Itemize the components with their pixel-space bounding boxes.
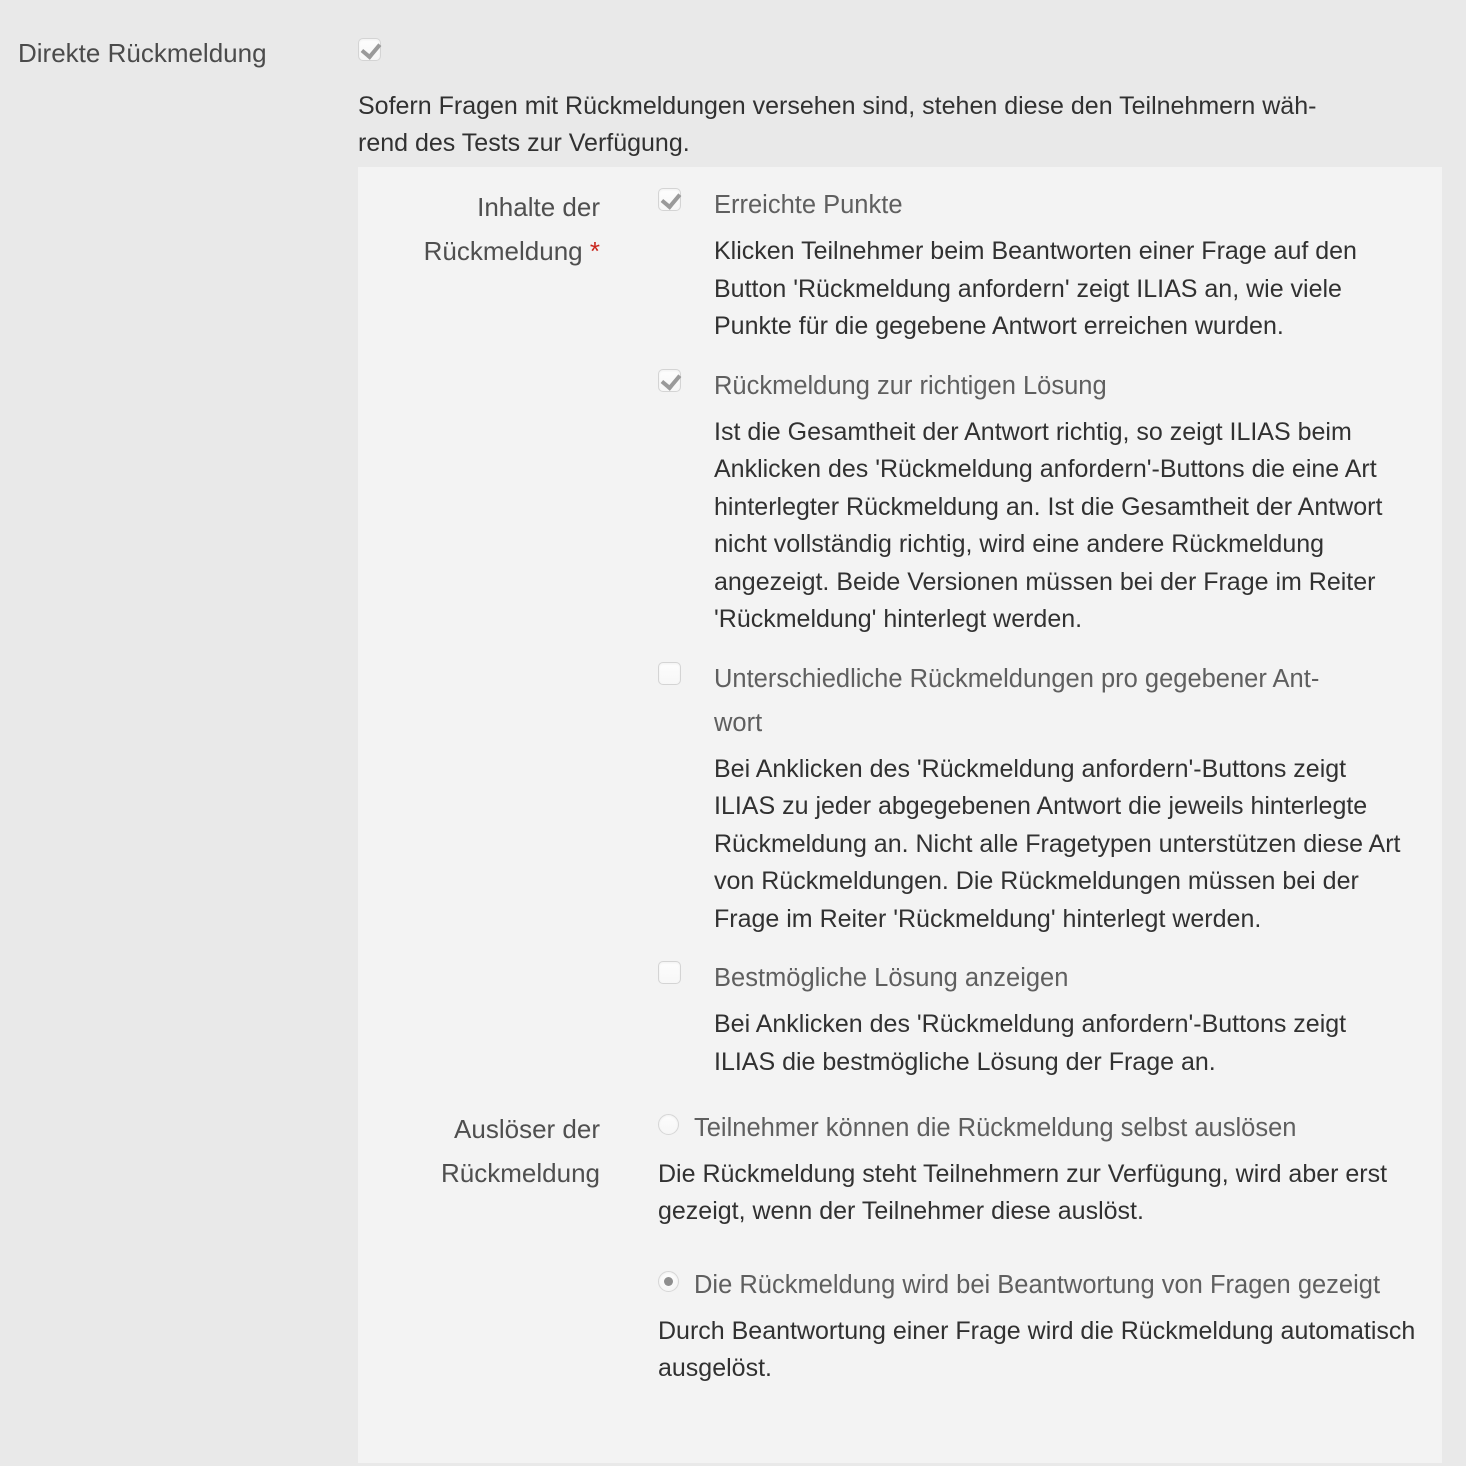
radio-description: Durch Beantwortung einer Frage wird die Rückmeldung automatisch ausgelöst. xyxy=(658,1317,1416,1382)
row-label-direct-feedback: Direkte Rückmeldung xyxy=(18,38,267,68)
option-body xyxy=(714,657,1414,939)
richtige-loesung-checkbox[interactable] xyxy=(658,369,681,392)
sub-row-feedback-trigger xyxy=(358,1099,1442,1419)
radio-option-bei-beantwortung xyxy=(658,1262,1418,1387)
option-description: Bei Anklicken des 'Rückmeldung anfordern'-Buttons zeigt ILIAS die bestmögliche Lösung der Frage an. xyxy=(714,1010,1347,1076)
option-body xyxy=(714,183,1414,346)
bestmoegliche-loesung-checkbox[interactable] xyxy=(658,961,681,984)
option-description: Bei Anklicken des 'Rückmeldung anfordern'-Buttons zeigt ILIAS zu jeder abgegebenen Antwort die jeweils hinterlegte Rückmeldung an. Nicht alle Fragetypen unterstützen diese Art von Rückmeldungen. Die Rückmeldungen müssen bei der Frage im Reiter 'Rückmeldung' hinterlegt werden. xyxy=(714,754,1401,933)
option-unterschiedliche-rueckmeldungen xyxy=(658,657,1414,939)
option-body xyxy=(714,956,1414,1081)
sub-row-label-contents xyxy=(374,177,600,273)
required-marker: * xyxy=(589,236,600,266)
subform-panel xyxy=(358,167,1442,1463)
radio-title: Teilnehmer können die Rückmeldung selbst auslösen xyxy=(694,1114,1297,1142)
direct-feedback-byline: Sofern Fragen mit Rückmeldungen versehen sind, stehen diese den Teilnehmern während des Tests zur Verfügung. xyxy=(358,92,1317,157)
erreichte-punkte-checkbox[interactable] xyxy=(658,188,681,211)
option-rueckmeldung-richtige-loesung xyxy=(658,364,1414,639)
option-erreichte-punkte xyxy=(658,183,1414,346)
row-controls xyxy=(358,0,1466,1463)
option-description: Klicken Teilnehmer beim Beantworten einer Frage auf den Button 'Rückmeldung anfordern' zeigt ILIAS an, wie viele Punkte für die gegebene Antwort erreichen wurden. xyxy=(714,237,1357,340)
radio-title: Die Rückmeldung wird bei Beantwortung von Fragen gezeigt xyxy=(694,1271,1381,1299)
option-title: Rückmeldung zur richtigen Lösung xyxy=(714,371,1107,400)
radio-description: Die Rückmeldung steht Teilnehmern zur Verfügung, wird aber erst gezeigt, wenn der Teilnehmer diese auslöst. xyxy=(658,1160,1388,1225)
unterschiedliche-rueckmeldungen-checkbox[interactable] xyxy=(658,662,681,685)
option-body xyxy=(714,364,1414,639)
option-bestmoegliche-loesung xyxy=(658,956,1414,1081)
option-title: Erreichte Punkte xyxy=(714,191,903,219)
bei-beantwortung-radio[interactable] xyxy=(658,1271,679,1292)
sub-row-feedback-contents xyxy=(358,177,1442,1099)
radio-line xyxy=(658,1105,1418,1152)
radio-option-selbst-ausloesen xyxy=(658,1105,1418,1230)
radio-line xyxy=(658,1262,1418,1309)
contents-options xyxy=(658,177,1414,1099)
option-description: Ist die Gesamtheit der Antwort richtig, so zeigt ILIAS beim Anklicken des 'Rückmeldung anfordern'-Buttons die eine Art hinterlegter Rückmeldung an. Ist die Gesamtheit der Antwort nicht vollständig richtig, wird eine andere Rückmeldung angezeigt. Beide Versionen müssen bei der Frage im Reiter 'Rückmeldung' hinterlegt werden. xyxy=(714,417,1383,633)
option-title: Unterschiedliche Rückmeldungen pro gegebener Antwort xyxy=(714,664,1320,737)
sub-row-label-text: Inhalte der Rückmeldung xyxy=(423,192,600,266)
option-title: Bestmögliche Lösung anzeigen xyxy=(714,964,1069,992)
direct-feedback-checkbox[interactable] xyxy=(358,38,381,61)
selbst-ausloesen-radio[interactable] xyxy=(658,1114,679,1135)
sub-row-label-trigger: Auslöser der Rückmeldung xyxy=(441,1114,600,1188)
trigger-options xyxy=(658,1099,1418,1419)
